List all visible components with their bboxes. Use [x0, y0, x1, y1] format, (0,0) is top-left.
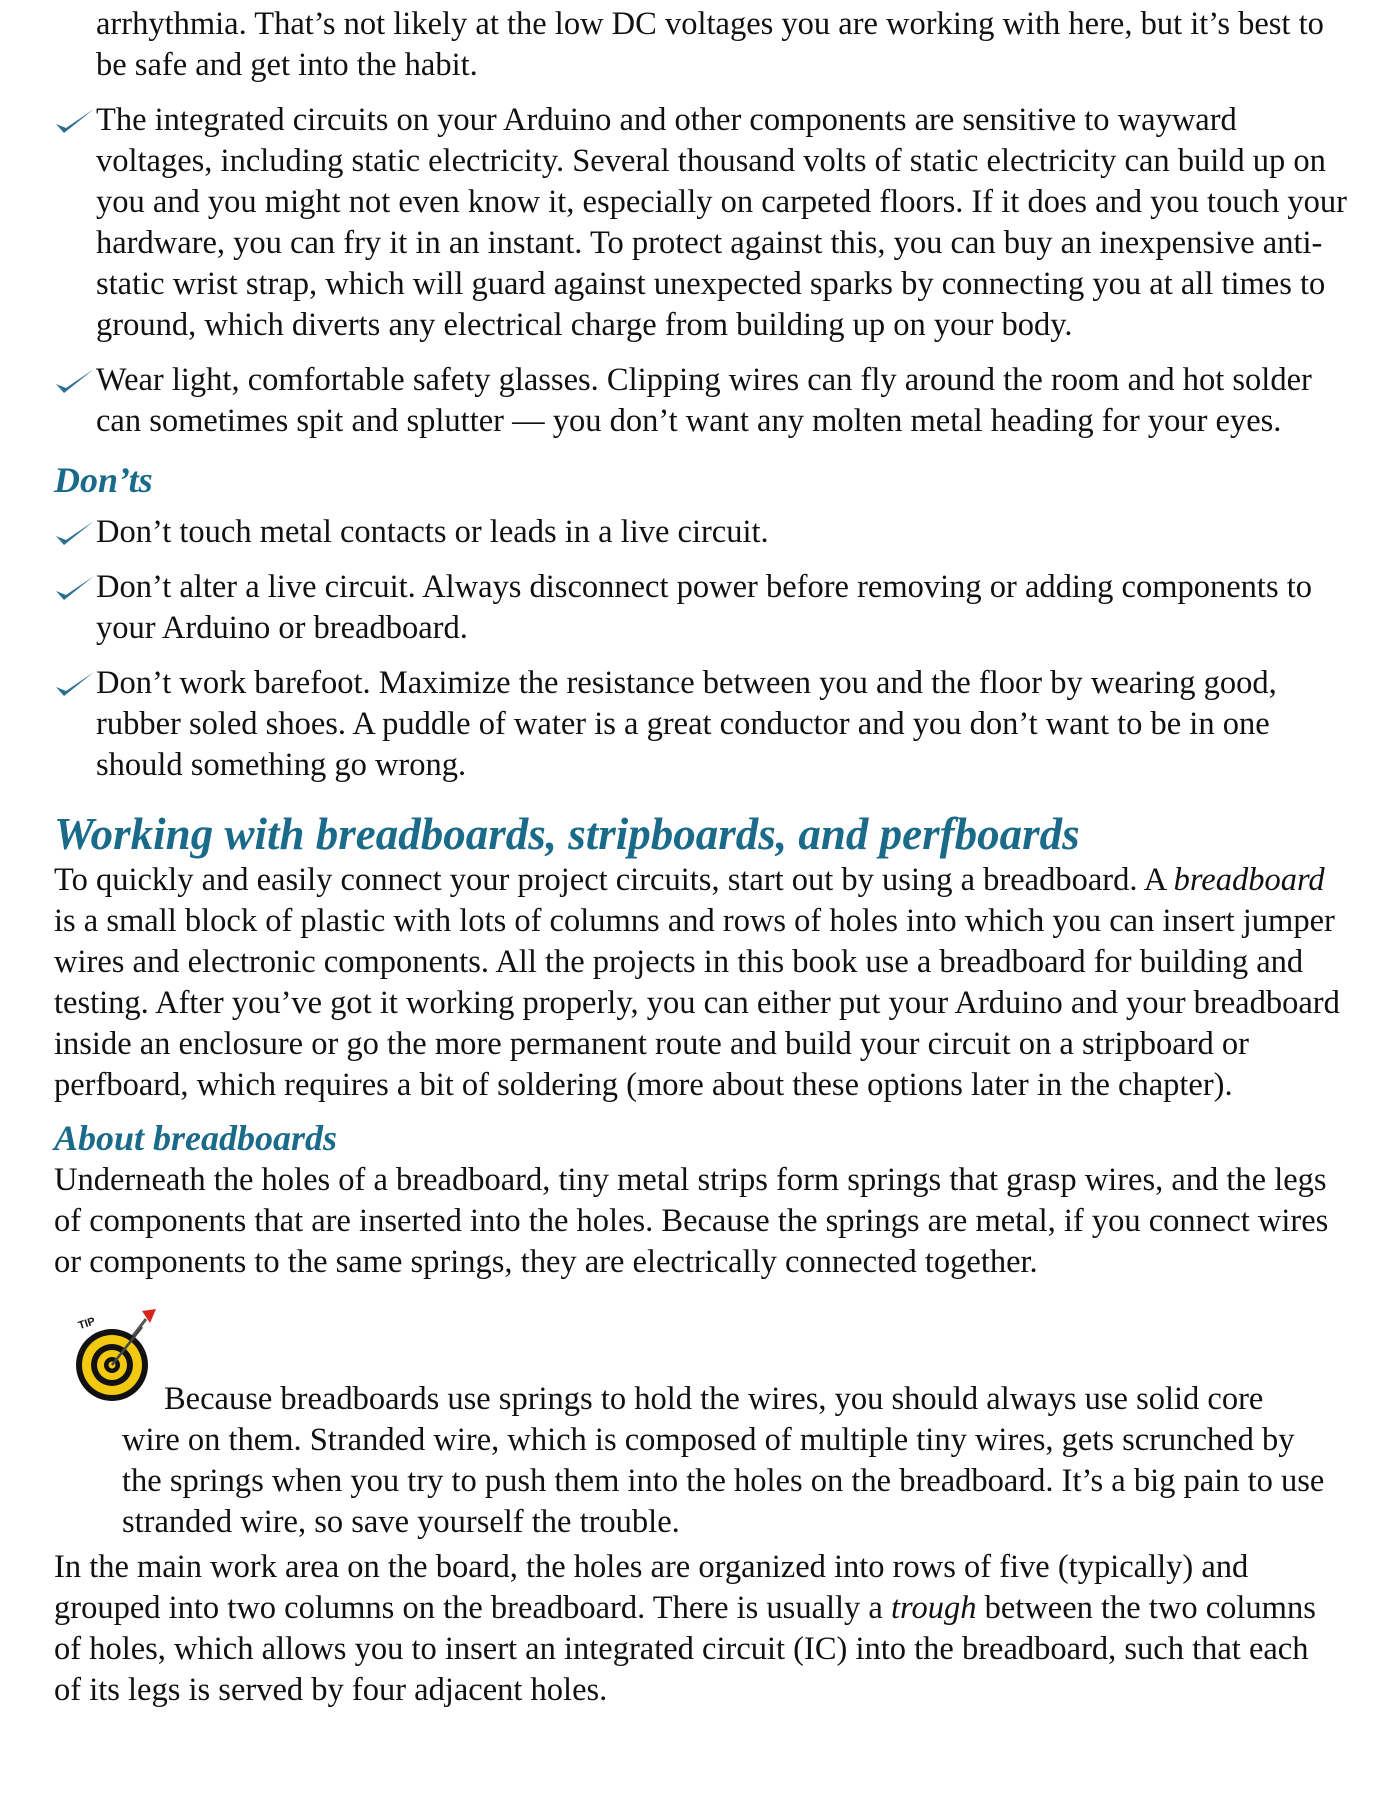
- text-line: of its legs is served by four adjacent holes.: [54, 1672, 608, 1708]
- text-span: To quickly and easily connect your project circuits, start out by using a breadboard. A: [54, 862, 1174, 898]
- text-line: wire on them. Stranded wire, which is composed of multiple tiny wires, gets scrunched by: [122, 1422, 1295, 1458]
- text-line: Don’t alter a live circuit. Always disconnect power before removing or adding components to: [96, 569, 1313, 605]
- text-line: you and you might not even know it, especially on carpeted floors. If it does and you touch your: [96, 184, 1347, 220]
- text-line: stranded wire, so save yourself the trouble.: [122, 1504, 680, 1540]
- text-line: of holes, which allows you to insert an integrated circuit (IC) into the breadboard, such that each: [54, 1631, 1309, 1667]
- text-line: inside an enclosure or go the more permanent route and build your circuit on a stripboard or: [54, 1026, 1249, 1062]
- text-line: is a small block of plastic with lots of columns and rows of holes into which you can insert jumper: [54, 903, 1335, 939]
- text-line: Because breadboards use springs to hold the wires, you should always use solid core: [164, 1381, 1264, 1417]
- list-item: [54, 663, 1386, 786]
- list-item: [54, 100, 1386, 346]
- continuation-paragraph: [54, 4, 1386, 86]
- text-span: grouped into two columns on the breadboard. There is usually a: [54, 1590, 891, 1626]
- text-span: between the two columns: [976, 1590, 1316, 1626]
- checkmark-icon: [54, 573, 96, 603]
- text-line: can sometimes spit and splutter — you don’t want any molten metal heading for your eyes.: [96, 403, 1282, 439]
- text-line: In the main work area on the board, the holes are organized into rows of five (typically) and: [54, 1549, 1249, 1585]
- text-line: The integrated circuits on your Arduino and other components are sensitive to wayward: [96, 102, 1237, 138]
- emphasis-term: breadboard: [1173, 862, 1325, 898]
- text-line: arrhythmia. That’s not likely at the low DC voltages you are working with here, but it’s best to: [96, 6, 1324, 42]
- document-page: [0, 4, 1391, 1804]
- list-item: [54, 360, 1386, 442]
- checkmark-icon: [54, 366, 96, 396]
- text-line: Don’t work barefoot. Maximize the resistance between you and the floor by wearing good,: [96, 665, 1277, 701]
- text-line: [54, 1588, 1374, 1629]
- checkmark-icon: [54, 669, 96, 699]
- text-line: Don’t touch metal contacts or leads in a live circuit.: [96, 514, 769, 550]
- checkmark-icon: [54, 518, 96, 548]
- tip-paragraph: [122, 1379, 1391, 1543]
- final-paragraph: [54, 1547, 1374, 1711]
- tip-box: [54, 1305, 1391, 1541]
- text-line: testing. After you’ve got it working properly, you can either put your Arduino and your breadboard: [54, 985, 1340, 1021]
- tip-icon-label: TIP: [76, 1315, 97, 1333]
- intro-paragraph: [54, 860, 1374, 1106]
- text-line: hardware, you can fry it in an instant. To protect against this, you can buy an inexpensive anti-: [96, 225, 1323, 261]
- checkmark-icon: [54, 106, 96, 136]
- text-line: static wrist strap, which will guard against unexpected sparks by connecting you at all times to: [96, 266, 1326, 302]
- text-line: or components to the same springs, they are electrically connected together.: [54, 1244, 1038, 1280]
- text-line: wires and electronic components. All the projects in this book use a breadboard for building and: [54, 944, 1304, 980]
- text-line: the springs when you try to push them into the holes on the breadboard. It’s a big pain to use: [122, 1463, 1325, 1499]
- list-item: [54, 512, 1386, 553]
- text-line: should something go wrong.: [96, 747, 467, 783]
- donts-heading: Don’ts: [54, 460, 153, 500]
- text-line: perfboard, which requires a bit of soldering (more about these options later in the chapter).: [54, 1067, 1233, 1103]
- text-line: rubber soled shoes. A puddle of water is a great conductor and you don’t want to be in one: [96, 706, 1270, 742]
- text-line: ground, which diverts any electrical charge from building up on your body.: [96, 307, 1073, 343]
- emphasis-term: trough: [891, 1590, 977, 1626]
- section-heading: Working with breadboards, stripboards, and perfboards: [54, 809, 1080, 859]
- text-line: of components that are inserted into the holes. Because the springs are metal, if you connect wires: [54, 1203, 1329, 1239]
- text-line: voltages, including static electricity. Several thousand volts of static electricity can build up on: [96, 143, 1326, 179]
- text-line: your Arduino or breadboard.: [96, 610, 468, 646]
- text-line: Underneath the holes of a breadboard, tiny metal strips form springs that grasp wires, and the legs: [54, 1162, 1327, 1198]
- text-line: be safe and get into the habit.: [96, 47, 478, 83]
- subsection-heading: About breadboards: [54, 1118, 338, 1158]
- text-line: [54, 860, 1374, 901]
- list-item: [54, 567, 1386, 649]
- about-paragraph: [54, 1160, 1374, 1283]
- text-line: Wear light, comfortable safety glasses. Clipping wires can fly around the room and hot solder: [96, 362, 1312, 398]
